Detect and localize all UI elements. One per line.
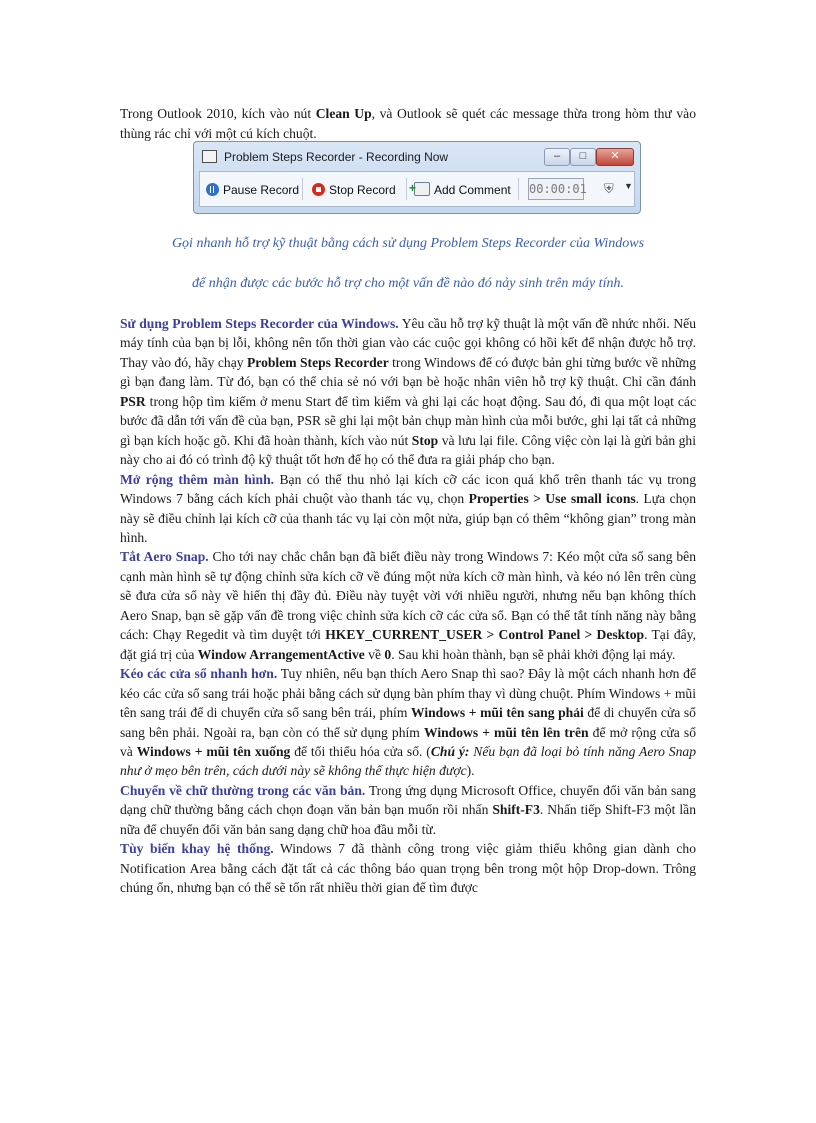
section-aero-snap: Tắt Aero Snap. Cho tới nay chắc chắn bạn đã biết điều này trong Windows 7: Kéo một cửa sổ sang bên cạnh màn hình sẽ tự động chỉnh sửa kích cỡ về đúng một nửa kích cỡ màn hình, và kéo nó lên trên cùng sẽ đưa cửa sổ này về hiển thị đầy đủ. Điều này tuyệt vời với nhiều người, nhưng nếu bạn không thích Aero Snap, bạn sẽ gặp vấn đề trong việc chỉnh sửa kích cỡ các cửa sổ. Bạn có thể tắt tính năng này bằng cách: Chạy Regedit và tìm duyệt tới HKEY_CURRENT_USER > Control Panel > Desktop. Tại đây, đặt giá trị của Window ArrangementActive về 0. Sau khi hoàn thành, bạn sẽ phải khởi động lại máy. — [120, 549, 696, 662]
app-icon — [202, 150, 217, 163]
problem-steps-recorder-window — [193, 141, 641, 214]
toolbar-separator — [302, 178, 303, 200]
add-comment-button[interactable]: + Add Comment — [414, 181, 511, 199]
recording-timer: 00:00:01 — [528, 178, 584, 200]
section-system-tray: Tùy biến khay hệ thống. Windows 7 đã thành công trong việc giảm thiểu không gian dành cho Notification Area bằng cách đặt tất cả các thông báo quan trọng bên trong một hộp Drop-down. Trông chúng ổn, nhưng bạn có thể sẽ tốn rất nhiều thời gian để tìm được — [120, 841, 696, 896]
toolbar-separator — [406, 178, 407, 200]
add-comment-icon — [414, 182, 430, 196]
recorder-title-bar — [200, 146, 630, 168]
figure-caption-line-1: Gọi nhanh hỗ trợ kỹ thuật bằng cách sử dụng Problem Steps Recorder của Windows — [171, 236, 645, 251]
section-lowercase-text: Chuyển về chữ thường trong các văn bản. Trong ứng dụng Microsoft Office, chuyển đổi văn bản sang dạng chữ thường bằng cách chọn đoạn văn bản bạn muốn rồi nhấn Shift-F3. Nhấn tiếp Shift-F3 một lần nữa để chuyển đổi văn bản sang dạng chữ hoa đầu mỗi từ. — [120, 782, 696, 837]
stop-record-button[interactable]: Stop Record — [312, 181, 396, 199]
pause-icon — [206, 183, 219, 196]
section-expand-screen: Mở rộng thêm màn hình. Bạn có thể thu nhỏ lại kích cỡ các icon quá khổ trên thanh tác vụ trong Windows 7 bằng cách kích phải chuột vào thanh tác vụ, chọn Properties > Use small icons. Lựa chọn này sẽ điều chỉnh lại kích cỡ của thanh tác vụ lại còn một nửa, giúp bạn có thêm “không gian” trong màn hình. — [120, 471, 697, 545]
stop-icon — [312, 183, 325, 196]
pause-record-button[interactable]: Pause Record — [206, 181, 299, 199]
section-heading: Kéo các cửa sổ nhanh hơn. — [120, 666, 278, 682]
minimize-button[interactable]: – — [544, 148, 570, 166]
article-body — [120, 314, 696, 898]
section-heading: Chuyển về chữ thường trong các văn bản. — [120, 782, 366, 798]
section-problem-steps-recorder: Sử dụng Problem Steps Recorder của Windows. Yêu cầu hỗ trợ kỹ thuật là một vấn đề nhức nhối. Nếu máy tính của bạn bị lỗi, không nên tốn thời gian vào các cuộc gọi không có hồi kết để nhận được hỗ trợ. Thay vào đó, hãy chạy Problem Steps Recorder trong Windows để có được bản ghi từng bước về những gì bạn đang làm. Từ đó, bạn có thể chia sẻ nó với bạn bè hoặc nhân viên hỗ trợ kỹ thuật. Chỉ cần đánh PSR trong hộp tìm kiếm ở menu Start để tìm kiếm và ghi lại các hoạt động. Sau đó, đi qua một loạt các bước đã dẫn tới vấn đề của bạn, PSR sẽ ghi lại một bản chụp màn hình của mỗi bước, ghi lại tất cả những gì bạn kích hoặc gõ. Khi đã hoàn thành, kích vào nút Stop và lưu lại file. Công việc còn lại là gửi bản ghi này cho ai đó có trình độ kỹ thuật tốt hơn để họ có thể đưa ra giải pháp cho bạn. — [120, 316, 697, 468]
intro-block — [120, 104, 696, 143]
recorder-toolbar — [199, 171, 635, 207]
close-button[interactable]: ✕ — [596, 148, 634, 166]
chevron-down-icon[interactable]: ▼ — [624, 181, 633, 191]
recorder-title: Problem Steps Recorder - Recording Now — [224, 150, 449, 164]
shield-icon[interactable]: ⛨ — [604, 181, 614, 196]
toolbar-separator — [518, 178, 519, 200]
section-heading: Mở rộng thêm màn hình. — [120, 471, 275, 487]
section-drag-windows: Kéo các cửa sổ nhanh hơn. Tuy nhiên, nếu bạn thích Aero Snap thì sao? Đây là một cách nhanh hơn để kéo các cửa sổ sang trái hoặc phải bằng cách sử dụng bàn phím thay vì dùng chuột. Phím Windows + mũi tên sang trái để di chuyển cửa sổ sang bên trái, phím Windows + mũi tên sang phải để di chuyển cửa sổ sang bên phải. Ngoài ra, bạn còn có thể sử dụng phím Windows + mũi tên lên trên để mở rộng cửa sổ và Windows + mũi tên xuống để tối thiểu hóa cửa sổ. (Chú ý: Nếu bạn đã loại bỏ tính năng Aero Snap như ở mẹo bên trên, cách dưới này sẽ không thể thực hiện được). — [120, 666, 697, 779]
section-heading: Sử dụng Problem Steps Recorder của Windows. — [120, 316, 399, 331]
intro-paragraph: Trong Outlook 2010, kích vào nút Clean Up, và Outlook sẽ quét các message thừa trong hòm thư vào thùng rác chỉ với một cú kích chuột. — [120, 106, 696, 141]
section-heading: Tắt Aero Snap. — [120, 549, 209, 565]
section-heading: Tùy biến khay hệ thống. — [120, 841, 274, 857]
figure-caption-line-2: để nhận được các bước hỗ trợ cho một vấn đề nào đó nảy sinh trên máy tính. — [192, 276, 624, 291]
maximize-button[interactable]: □ — [570, 148, 596, 166]
